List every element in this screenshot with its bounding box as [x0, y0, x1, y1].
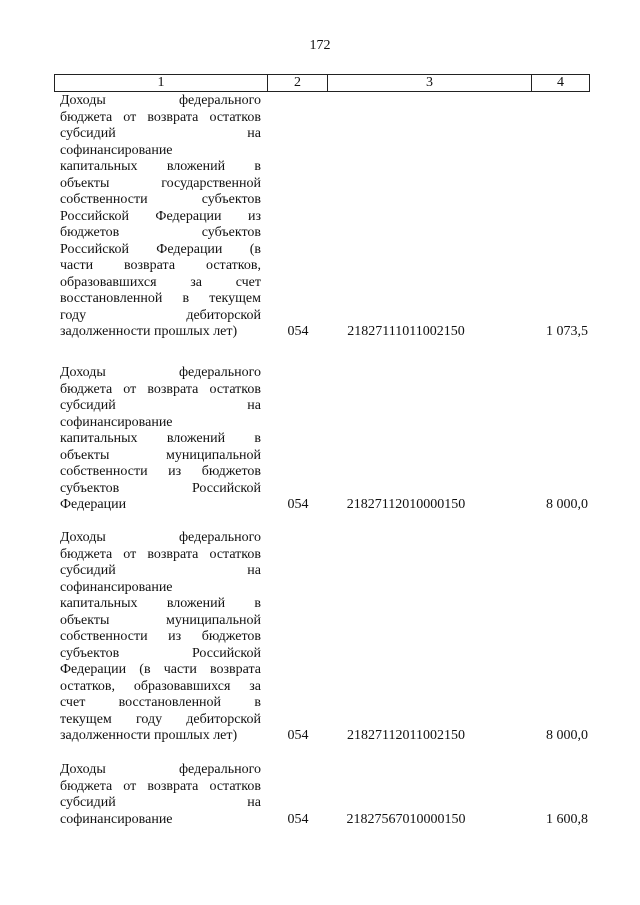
description-line: субъектов Российской	[60, 645, 261, 661]
description-line: субсидий на	[60, 563, 261, 578]
row-code: 054	[287, 324, 309, 339]
row-description	[60, 530, 261, 745]
description-line: части возврата остатков,	[60, 258, 261, 273]
header-col-3: 3	[328, 75, 532, 91]
row-budget-code: 21827112011002150	[347, 728, 465, 743]
header-col-4: 4	[557, 75, 564, 90]
row-description	[60, 762, 261, 828]
description-line: Федерации	[60, 497, 127, 512]
description-line: собственности из бюджетов	[60, 464, 261, 479]
description-line: софинансирование	[60, 142, 173, 158]
header-col-2: 2	[268, 75, 328, 91]
description-line: капитальных вложений в	[60, 159, 261, 174]
row-code: 054	[287, 497, 309, 512]
description-line: Российской Федерации из	[60, 208, 261, 224]
description-line: Федерации (в части возврата	[60, 662, 261, 677]
description-line: собственности из бюджетов	[60, 629, 261, 644]
description-line: остатков, образовавшихся за	[60, 678, 261, 694]
description-line: восстановленной в текущем	[60, 291, 261, 306]
description-line: бюджета от возврата остатков	[60, 778, 261, 794]
description-line: софинансирование	[60, 811, 173, 827]
description-line: Доходы федерального	[60, 93, 261, 108]
description-line: софинансирование	[60, 579, 173, 595]
description-line: субсидий на	[60, 398, 261, 413]
description-line: бюджета от возврата остатков	[60, 109, 261, 125]
description-line: бюджета от возврата остатков	[60, 381, 261, 397]
description-line: объекты государственной	[60, 175, 261, 191]
row-description	[60, 93, 261, 341]
row-amount: 8 000,0	[546, 728, 588, 743]
description-line: бюджета от возврата остатков	[60, 546, 261, 562]
description-line: субъектов Российской	[60, 480, 261, 496]
row-budget-code: 21827111011002150	[347, 324, 465, 339]
description-line: Доходы федерального	[60, 530, 261, 545]
description-line: собственности субъектов	[60, 192, 261, 207]
description-line: субсидий на	[60, 126, 261, 141]
description-line: задолженности прошлых лет)	[60, 324, 238, 339]
table-header	[54, 74, 590, 92]
description-line: капитальных вложений в	[60, 596, 261, 611]
row-amount: 1 073,5	[546, 324, 588, 339]
description-line: счет восстановленной в	[60, 695, 261, 710]
row-code: 054	[287, 811, 309, 827]
description-line: субсидий на	[60, 795, 261, 810]
row-budget-code: 21827112010000150	[346, 497, 466, 512]
description-line: бюджетов субъектов	[60, 225, 261, 240]
row-code: 054	[287, 728, 309, 743]
description-line: объекты муниципальной	[60, 447, 261, 463]
description-line: Доходы федерального	[60, 365, 261, 380]
description-line: Российской Федерации (в	[60, 241, 261, 257]
description-line: текущем году дебиторской	[60, 711, 261, 727]
page-number: 172	[309, 38, 331, 53]
row-amount: 8 000,0	[546, 497, 588, 512]
row-budget-code: 21827567010000150	[346, 811, 466, 827]
description-line: образовавшихся за счет	[60, 274, 261, 290]
description-line: объекты муниципальной	[60, 612, 261, 628]
row-amount: 1 600,8	[546, 811, 588, 827]
header-col-1: 1	[55, 75, 268, 91]
description-line: Доходы федерального	[60, 762, 261, 777]
description-line: капитальных вложений в	[60, 431, 261, 446]
description-line: задолженности прошлых лет)	[60, 728, 238, 743]
description-line: году дебиторской	[60, 307, 261, 323]
description-line: софинансирование	[60, 414, 173, 430]
row-description	[60, 365, 261, 514]
